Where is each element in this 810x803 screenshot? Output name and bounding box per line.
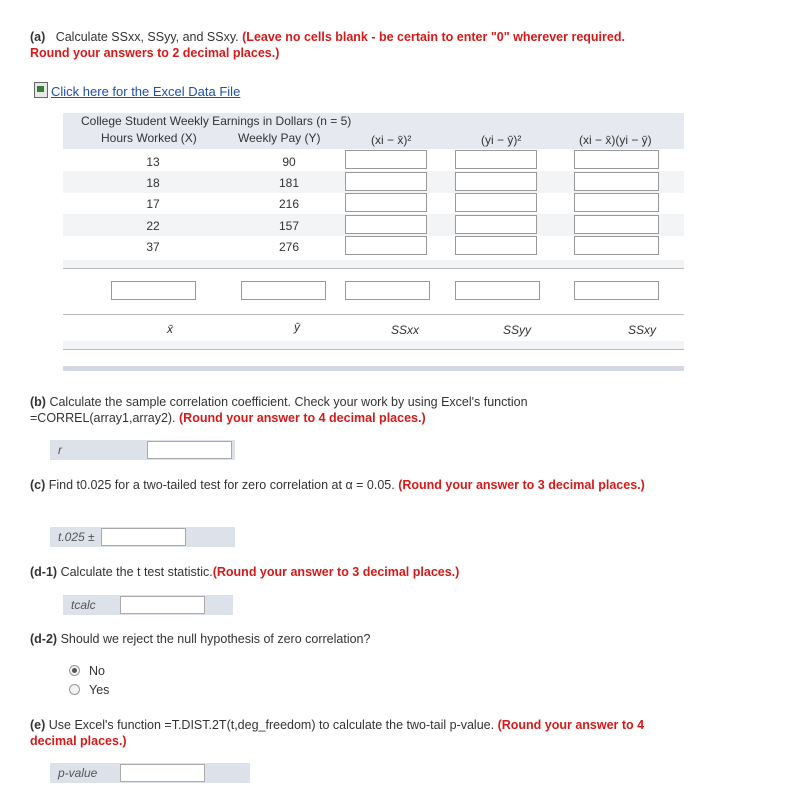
tcalc-answer-box [63,595,233,615]
row3-x: 17 [146,197,160,211]
row2-y: 181 [278,176,300,190]
row2-xx-input[interactable] [345,172,427,191]
t025-label: t.025 ± [58,530,95,544]
radio-yes[interactable] [69,684,80,695]
row1-x: 13 [146,155,160,169]
row1-yy-input[interactable] [455,150,537,169]
part-d1-label: (d-1) [30,565,58,579]
t025-answer-box [50,527,235,547]
ssyy-input[interactable] [455,281,540,300]
part-c-label: (c) [30,478,46,492]
table-title: College Student Weekly Earnings in Dollars (n = 5) [81,114,352,128]
part-c-text: Find t0.025 for a two-tailed test for zero correlation at α = 0.05. [48,478,395,492]
part-b-label: (b) [30,395,46,409]
col-header-yy: (yi − ȳ)² [481,133,522,147]
table-rule [63,268,684,269]
row3-y: 216 [278,197,300,211]
col-header-xx: (xi − x̄)² [371,133,412,147]
spacer-band [63,341,684,349]
excel-file-icon [34,82,48,98]
ssxy-label: SSxy [628,323,657,337]
col-header-y: Weekly Pay (Y) [238,131,321,145]
part-a-question [30,29,630,61]
row5-y: 276 [278,240,300,254]
radio-no[interactable] [69,665,80,676]
pvalue-input[interactable] [120,764,205,782]
pvalue-label: p-value [58,766,98,780]
row5-x: 37 [146,240,160,254]
row2-x: 18 [146,176,160,190]
part-c-question [30,477,650,493]
part-e-question [30,717,650,749]
ssxx-label: SSxx [391,323,420,337]
row1-y: 90 [282,155,296,169]
row2-yy-input[interactable] [455,172,537,191]
col-header-x: Hours Worked (X) [101,131,197,145]
part-b-instruction: (Round your answer to 4 decimal places.) [179,411,426,425]
part-a-instruction: (Leave no cells blank - be certain to enter "0" wherever required. Round your answers to 2 decimal places.) [30,30,625,60]
part-d1-text: Calculate the t test statistic. [60,565,213,579]
row3-xy-input[interactable] [574,193,659,212]
row3-yy-input[interactable] [455,193,537,212]
row4-x: 22 [146,219,160,233]
ybar-input[interactable] [241,281,326,300]
r-answer-box [50,440,235,460]
part-b-text: Calculate the sample correlation coefficient. Check your work by using Excel's function =CORREL(array1,array2). [30,395,528,425]
row4-y: 157 [278,219,300,233]
part-d1-question [30,564,650,580]
part-c-instruction: (Round your answer to 3 decimal places.) [398,478,645,492]
part-b-question [30,394,590,426]
ssxx-input[interactable] [345,281,430,300]
tcalc-input[interactable] [120,596,205,614]
part-d2-text: Should we reject the null hypothesis of zero correlation? [60,632,371,646]
part-e-instruction: (Round your answer to 4 decimal places.) [30,718,645,748]
row5-xx-input[interactable] [345,236,427,255]
table-bottom-bar [63,366,684,371]
row5-xy-input[interactable] [574,236,659,255]
r-input[interactable] [147,441,232,459]
part-e-text: Use Excel's function =T.DIST.2T(t,deg_freedom) to calculate the two-tail p-value. [48,718,495,732]
row4-yy-input[interactable] [455,215,537,234]
col-header-xy: (xi − x̄)(yi − ȳ) [579,133,652,147]
excel-link-text: Click here for the Excel Data File [51,84,241,99]
t025-input[interactable] [101,528,186,546]
spacer-band [63,260,684,268]
table-rule [63,349,684,350]
radio-no-label: No [89,664,105,678]
row4-xx-input[interactable] [345,215,427,234]
row2-xy-input[interactable] [574,172,659,191]
table-rule [63,314,684,315]
part-d2-label: (d-2) [30,632,58,646]
excel-data-link[interactable] [34,82,240,99]
row5-yy-input[interactable] [455,236,537,255]
part-d1-instruction: (Round your answer to 3 decimal places.) [212,565,460,579]
pvalue-answer-box [50,763,250,783]
ssxy-input[interactable] [574,281,659,300]
part-a-text: Calculate SSxx, SSyy, and SSxy. [55,30,239,44]
xbar-label: x̄ [167,322,173,336]
ybar-label: ȳ [294,320,300,334]
row1-xx-input[interactable] [345,150,427,169]
r-label: r [58,443,62,457]
row1-xy-input[interactable] [574,150,659,169]
part-d2-question [30,631,650,647]
row4-xy-input[interactable] [574,215,659,234]
ssyy-label: SSyy [503,323,532,337]
part-e-label: (e) [30,718,46,732]
part-a-label: (a) [30,30,46,44]
xbar-input[interactable] [111,281,196,300]
tcalc-label: tcalc [71,598,96,612]
row3-xx-input[interactable] [345,193,427,212]
radio-yes-label: Yes [89,683,110,697]
